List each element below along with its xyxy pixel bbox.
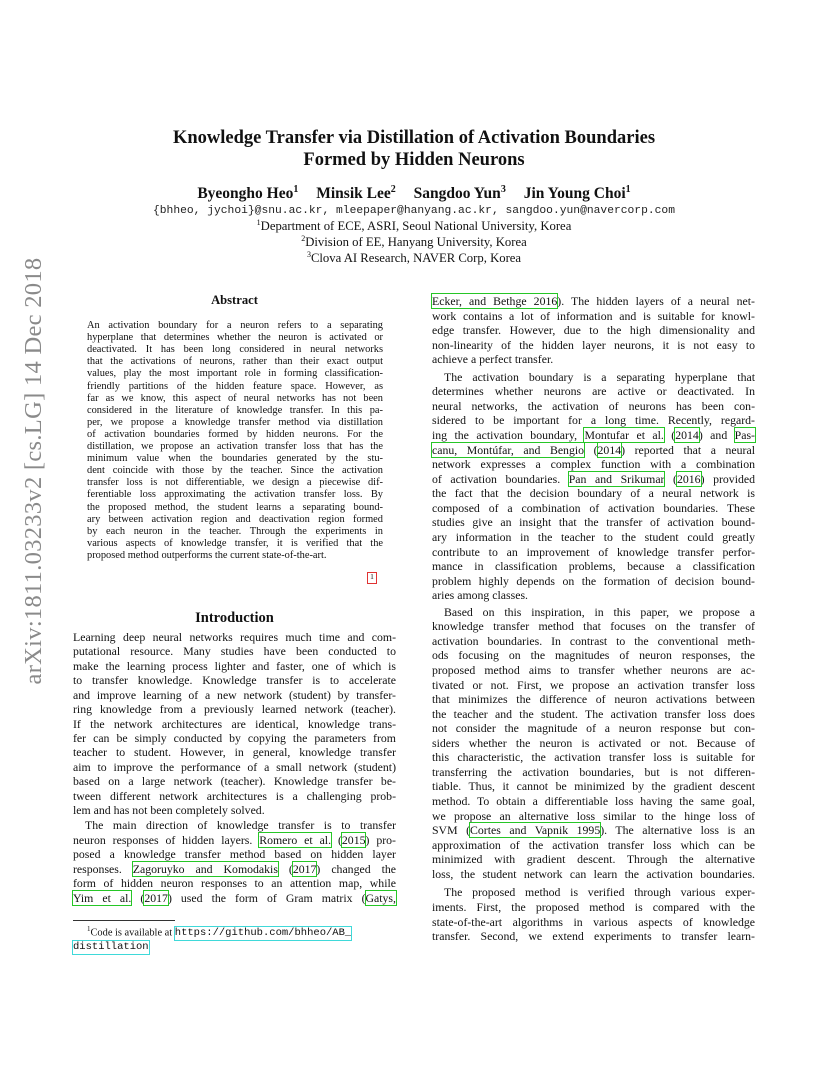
citation-link[interactable]: Pan and Srikumar bbox=[568, 471, 665, 486]
text-line: aries among classes. bbox=[432, 588, 528, 603]
paper-title-line-1: Knowledge Transfer via Distillation of Activation Boundaries bbox=[172, 128, 656, 148]
text-line: Learning deep neural networks requires much time and com- bbox=[73, 630, 396, 644]
author-list bbox=[100, 184, 728, 203]
text-line: neural networks, the activation of neurons has been con- bbox=[432, 398, 755, 413]
text-line: ing the activation boundary, Montufar et al. (2014) and Pas- bbox=[432, 428, 755, 443]
author: Minsik Lee$^2$ bbox=[316, 184, 396, 203]
abstract-line: considered in the literature of knowledge transfer. In this pa- bbox=[87, 404, 383, 416]
abstract-line: per, we propose a knowledge transfer method via distillation bbox=[87, 416, 383, 428]
text-line: achieve a perfect transfer. bbox=[432, 352, 554, 367]
introduction-heading: Introduction bbox=[195, 610, 274, 626]
text-line: neuron responses of hidden layers. Romero et al. (2015) pro- bbox=[73, 832, 396, 847]
author: Sangdoo Yun$^3$ bbox=[413, 184, 506, 203]
text-line: ring knowledge from a previously learned network (teacher). bbox=[73, 702, 396, 717]
text-line: The proposed method is verified through various exper- bbox=[444, 885, 755, 900]
text-line: to transfer knowledge. Knowledge transfer is to accelerate bbox=[73, 673, 396, 688]
text-line: lem and has not been completely solved. bbox=[73, 803, 265, 818]
abstract-line: by each neuron in the teacher. Through the experiments in bbox=[87, 525, 383, 537]
citation-year-link[interactable]: 2016 bbox=[676, 471, 701, 486]
text-line: iments. First, the proposed method is compared with the bbox=[432, 899, 755, 914]
text-line: tween different network architectures is a challenging prob- bbox=[73, 788, 396, 803]
text-line: edge transfer. However, due to the high dimensionality and bbox=[432, 323, 755, 338]
text-line: proposed method aims to transfer whether neurons are ac- bbox=[432, 663, 755, 677]
affiliation: $^3$Clova AI Research, NAVER Corp, Korea bbox=[306, 250, 522, 266]
code-url-link[interactable]: https://github.com/bhheo/AB_ bbox=[174, 927, 352, 940]
text-line: SVM (Cortes and Vapnik 1995). The alternative loss is an bbox=[432, 823, 755, 838]
citation-link[interactable]: Montufar et al. bbox=[584, 428, 664, 443]
author: Byeongho Heo$^1$ bbox=[197, 184, 299, 203]
text-line: mance in classification problems, because a classification bbox=[432, 559, 755, 574]
author: Jin Young Choi$^1$ bbox=[523, 184, 631, 203]
citation-link[interactable]: Ecker, and Bethge 2016 bbox=[432, 294, 558, 308]
footnote: $^1$Code is available at https://github.com/bhheo/AB_ distillation bbox=[73, 925, 352, 954]
text-line: the fact that the decision boundary of a neural network is bbox=[432, 486, 755, 501]
text-line: approximation of the activation transfer loss which can be bbox=[432, 837, 755, 852]
citation-year-link[interactable]: 2017 bbox=[144, 890, 168, 905]
citation-link[interactable]: Yim et al. bbox=[73, 890, 132, 905]
text-line: fer can be simply conducted by copying the parameters from bbox=[73, 730, 396, 745]
paper-title-line-2: Formed by Hidden Neurons bbox=[303, 150, 525, 170]
abstract-line: transfer loss is not differentiable, we design a piecewise dif- bbox=[87, 477, 383, 489]
text-line: transferring the activation boundaries, but is not differen- bbox=[432, 764, 755, 779]
text-line: The activation boundary is a separating hyperplane that bbox=[444, 369, 755, 384]
text-line: siders whether the neuron is activated or not. Because of bbox=[432, 735, 755, 750]
text-line: putational resource. Many studies have been conducted to bbox=[73, 644, 396, 659]
text-line: canu, Montúfar, and Bengio (2014) reported that a neural bbox=[432, 442, 755, 457]
abstract-line: proposed method outperforms the current state-of-the-art. bbox=[87, 549, 327, 561]
abstract-line: far as we know, this aspect of neural networks has not been bbox=[87, 392, 383, 404]
text-line: posed a knowledge transfer method based on hidden layer bbox=[73, 847, 396, 862]
citation-year-link[interactable]: 2017 bbox=[292, 861, 317, 876]
abstract-line: minimum value when the boundaries generated by the stu- bbox=[87, 453, 383, 465]
text-line: minimized with gradient descent. Through the alternative bbox=[432, 852, 755, 867]
affiliation: $^2$Division of EE, Hanyang University, Korea bbox=[301, 234, 527, 250]
text-line: loss, the student network can learn the activation boundaries. bbox=[432, 866, 755, 881]
text-line: composed of a combination of activation boundaries. These bbox=[432, 500, 755, 515]
footnote-rule bbox=[73, 920, 175, 921]
text-line: network expresses a complex function with a combination bbox=[432, 457, 755, 472]
text-line: studies give an insight that the transfer of activation bound- bbox=[432, 515, 755, 530]
citation-link[interactable]: Gatys, bbox=[365, 890, 396, 905]
code-url-link-continued[interactable]: distillation bbox=[73, 941, 149, 954]
abstract-line: various aspects of knowledge transfer, it is verified that the bbox=[87, 537, 383, 549]
citation-link[interactable]: Cortes and Vapnik 1995 bbox=[470, 823, 601, 838]
text-line: Based on this inspiration, in this paper, we propose a bbox=[444, 604, 755, 619]
text-line: and improve learning of a new network (student) by transfer- bbox=[73, 687, 396, 702]
text-line: ods focusing on the magnitudes of neuron responses, the bbox=[432, 648, 755, 663]
text-line: If the network architectures are identical, knowledge trans- bbox=[73, 716, 396, 731]
abstract-line: hyperplane that determines whether the neuron is activated or bbox=[87, 332, 383, 344]
arxiv-id-text: arXiv:1811.03233v2 [cs.LG] 14 Dec 2018 bbox=[20, 257, 47, 685]
text-line: knowledge transfer method that focuses on the transfer of bbox=[432, 619, 755, 634]
text-line: sidered to be important for a long time. Recently, regard- bbox=[432, 413, 755, 428]
text-line: of activation boundaries. Pan and Srikumar (2016) provided bbox=[432, 471, 755, 486]
text-line: ary information in the teacher to the student could greatly bbox=[432, 529, 755, 544]
citation-link[interactable]: canu, Montúfar, and Bengio bbox=[432, 442, 585, 457]
citation-year-link[interactable]: 2015 bbox=[341, 832, 366, 847]
text-line: tiable. Thus, it cannot be minimized by the gradient descent bbox=[432, 779, 755, 794]
text-line: The main direction of knowledge transfer is to transfer bbox=[85, 818, 396, 833]
citation-year-link[interactable]: 2014 bbox=[597, 442, 622, 457]
text-line: method. To obtain a differentiable loss having the same goal, bbox=[432, 794, 755, 809]
author-emails: {bhheo, jychoi}@snu.ac.kr, mleepaper@hanyang.ac.kr, sangdoo.yun@navercorp.com bbox=[152, 205, 675, 217]
text-line: tivated or not. First, we propose an activation transfer loss bbox=[432, 677, 755, 692]
abstract-line: ferentiable loss approximating the activation transfer loss. By bbox=[87, 489, 383, 501]
text-line: activation boundaries. In contrast to the conventional meth- bbox=[432, 633, 755, 648]
abstract-line: that the activations of neurons, rather than their exact output bbox=[87, 356, 383, 368]
text-line: this characteristic, the activation transfer loss is suitable for bbox=[432, 750, 755, 765]
citation-link[interactable]: Zagoruyko and Komodakis bbox=[132, 861, 278, 876]
citation-year-link[interactable]: 2014 bbox=[675, 428, 699, 443]
abstract-line: deactivated. It has been long considered in neural networks bbox=[87, 344, 383, 356]
abstract-line: friendly partitions of the hidden feature space. However, as bbox=[87, 380, 383, 392]
citation-link[interactable]: Romero et al. bbox=[259, 832, 332, 847]
text-line: that minimizes the difference of neuron activations between bbox=[432, 692, 755, 707]
text-line: not consider the magnitude of a neuron response but con- bbox=[432, 721, 755, 736]
text-line: transfer. Second, we extend experiments to transfer learn- bbox=[432, 929, 755, 944]
abstract-line: dent coincide with those by the teacher. Since the activation bbox=[87, 465, 383, 477]
text-line: responses. Zagoruyko and Komodakis (2017) changed the bbox=[73, 861, 396, 876]
text-line: state-of-the-art algorithms in various aspects of knowledge bbox=[432, 914, 755, 929]
abstract-line: of activation boundaries formed by hidden neurons. For the bbox=[87, 428, 383, 440]
abstract-line: ary between activation region and deactivation region formed bbox=[87, 513, 383, 525]
text-line: problem highly depends on the formation of decision bound- bbox=[432, 573, 755, 588]
footnote-marker[interactable]: 1 bbox=[368, 573, 376, 583]
abstract-line: distillation, we propose an activation transfer loss that has the bbox=[87, 441, 383, 452]
arxiv-identifier-stamp bbox=[16, 257, 52, 685]
abstract-line: An activation boundary for a neuron refers to a separating bbox=[87, 320, 383, 331]
affiliation: $^1$Department of ECE, ASRI, Seoul National University, Korea bbox=[256, 218, 572, 234]
text-line: determines whether neurons are active or deactivated. In bbox=[432, 384, 755, 399]
text-line: non-linearity of the hidden layer neurons, it is not easy to bbox=[432, 337, 755, 352]
text-line: we propose an alternative loss similar to the hinge loss of bbox=[432, 808, 755, 823]
text-line: Ecker, and Bethge 2016). The hidden layers of a neural net- bbox=[432, 294, 755, 308]
text-line: based on a large network (teacher). Knowledge transfer be- bbox=[73, 774, 396, 789]
text-line: the teacher and the student. The activation transfer loss does bbox=[432, 706, 755, 721]
abstract-heading: Abstract bbox=[211, 293, 258, 307]
text-line: form of hidden neuron responses to an attention map, while bbox=[73, 876, 396, 891]
text-line: contribute to an improvement of knowledge transfer perfor- bbox=[432, 544, 755, 559]
citation-link[interactable]: Pas- bbox=[734, 428, 755, 443]
text-line: work contains a lot of information and is suitable for knowl- bbox=[432, 308, 755, 323]
text-line: teacher to student. However, in general, knowledge transfer bbox=[73, 745, 396, 760]
text-line: Yim et al. (2017) used the form of Gram matrix (Gatys, bbox=[73, 890, 396, 905]
text-line: make the learning process lighter and faster, one of which is bbox=[73, 658, 396, 673]
abstract-line: values, play the most important role in forming classification- bbox=[87, 368, 383, 380]
abstract-line: the proposed method, the student learns a separating bound- bbox=[87, 501, 383, 513]
text-line: aim to improve the performance of a small network (student) bbox=[73, 759, 396, 774]
